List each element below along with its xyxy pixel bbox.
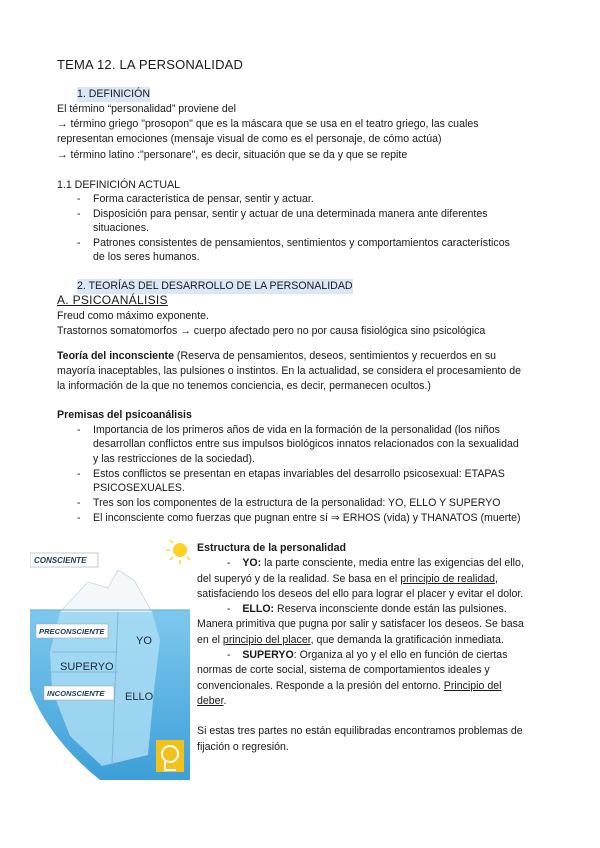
- bullet-text: Estos conflictos se presentan en etapas invariables del desarrollo psicosexual: ETAPAS: [93, 468, 505, 480]
- inline-text: .: [223, 694, 227, 707]
- paragraph-line: → término latino :"personare", es decir, situación que se da y que se repite: [57, 149, 408, 161]
- structure-yo: [197, 556, 547, 571]
- bullet-text: Disposición para pensar, sentir y actuar de una determinada manera ante diferentes: [93, 208, 488, 220]
- inline-text: (Reserva de pensamientos, deseos, sentimientos y recuerdos en su: [173, 350, 497, 362]
- section-heading-definicion: 1. DEFINICIÓN: [77, 88, 150, 100]
- label-consciente: CONSCIENTE: [34, 556, 87, 565]
- structure-line: [197, 572, 547, 587]
- paragraph-line: El término “personalidad” proviene del: [57, 103, 237, 115]
- structure-ello: [197, 602, 547, 617]
- structure-line: satisfaciendo los deseos del ello para lograr el placer y evitar el dolor.: [197, 587, 524, 600]
- sun-icon: [173, 543, 187, 557]
- inline-text: del superyó y de la realidad. Se basa en el: [197, 572, 401, 585]
- structure-line: [197, 679, 547, 694]
- structure-line: Manera primitiva que pugna por salir y satisfacer los deseos. Se basa: [197, 618, 524, 631]
- bullet-text: Importancia de los primeros años de vida en la formación de la personalidad (los niños: [93, 424, 500, 436]
- bullet-text: PSICOSEXUALES.: [93, 482, 185, 494]
- bullet-dash: -: [227, 649, 231, 662]
- inline-text: , que demanda la gratificación inmediata.: [310, 633, 504, 646]
- page-title: TEMA 12. LA PERSONALIDAD: [57, 57, 244, 72]
- inline-text: en el: [197, 633, 223, 646]
- bullet-text: de los seres humanos.: [93, 251, 200, 263]
- section-heading-teorias: 2. TEORÍAS DEL DESARROLLO DE LA PERSONALIDAD: [77, 280, 353, 292]
- inline-text: convencionales. Responde a la presión del entorno.: [197, 679, 444, 692]
- bullet-text: y las restricciones de la sociedad).: [93, 453, 255, 465]
- structure-line: [197, 633, 547, 648]
- label-superyo: SUPERYO: [60, 661, 114, 673]
- inline-text: la parte consciente, media entre las exigencias del ello,: [261, 557, 524, 570]
- bullet-dash: -: [77, 424, 81, 436]
- inline-text: : Organiza al yo y el ello en función de ciertas: [293, 649, 508, 662]
- paragraph-line: la información de la que no tenemos conciencia, es decir, permanecen ocultos.): [57, 380, 431, 392]
- head-icon-background: [156, 740, 184, 772]
- label-inconsciente: INCONSCIENTE: [47, 689, 105, 698]
- paragraph-line: Trastornos somatomorfos → cuerpo afectado pero no por causa fisiológica sino psicológica: [57, 325, 486, 337]
- conclusion-line: fijación o regresión.: [197, 740, 289, 753]
- structure-section: [197, 541, 547, 755]
- link-principio-deber: deber: [197, 694, 224, 707]
- structure-superyo: [197, 648, 547, 663]
- term-teoria-inconsciente: Teoría del inconsciente: [57, 350, 174, 362]
- bullet-dash: -: [77, 468, 81, 480]
- label-yo: YO: [136, 635, 152, 647]
- structure-line: [197, 694, 547, 709]
- link-principio-realidad: principio de realidad: [400, 572, 496, 585]
- premisas-heading: Premisas del psicoanálisis: [57, 409, 192, 421]
- conclusion-line: Si estas tres partes no están equilibradas encontramos problemas de: [197, 725, 523, 738]
- bullet-dash: -: [77, 208, 81, 220]
- iceberg-diagram: [30, 540, 190, 780]
- structure-heading: Estructura de la personalidad: [197, 542, 346, 554]
- subsection-heading-definicion-actual: 1.1 DEFINICIÓN ACTUAL: [57, 179, 181, 191]
- bullet-text: El inconsciente como fuerzas que pugnan entre sí ⇒ ERHOS (vida) y THANATOS (muerte): [93, 512, 521, 524]
- paragraph-line: mayoría inaceptables, las pulsiones o instintos. En la actualidad, se considera el procesamiento de: [57, 365, 522, 377]
- term-superyo: SUPERYO: [242, 649, 294, 662]
- paragraph-line: Freud como máximo exponente.: [57, 310, 209, 322]
- link-principio-deber: Principio del: [443, 679, 502, 692]
- paragraph-line: [57, 349, 496, 364]
- bullet-text: Patrones consistentes de pensamientos, sentimientos y comportamientos característicos: [93, 237, 510, 249]
- bullet-dash: -: [77, 237, 81, 249]
- label-preconsciente: PRECONSCIENTE: [39, 627, 105, 636]
- bullet-dash: -: [77, 497, 81, 509]
- paragraph-line: representan emociones (mensaje visual de como es el personaje, de cómo actúa): [57, 133, 442, 145]
- bullet-dash: -: [227, 603, 231, 616]
- inline-text: Reserva inconsciente donde están las pulsiones.: [274, 603, 507, 616]
- bullet-text: situaciones.: [93, 222, 149, 234]
- spacer: [197, 709, 547, 724]
- term-ello: ELLO:: [242, 603, 275, 616]
- structure-line: normas de corte social, sistema de comportamientos ideales y: [197, 664, 490, 677]
- paragraph-line: → término griego "prosopon" que es la máscara que se usa en el teatro griego, las cuales: [57, 118, 479, 130]
- bullet-dash: -: [77, 512, 81, 524]
- bullet-text: Forma característica de pensar, sentir y actuar.: [93, 193, 314, 205]
- link-principio-placer: principio del placer: [222, 633, 311, 646]
- term-yo: YO:: [242, 557, 262, 570]
- inline-text: ,: [495, 572, 498, 585]
- bullet-text: desarrollan conflictos entre sus impulsos biológicos innatos relacionados con la sexualidad: [93, 438, 519, 450]
- bullet-dash: -: [77, 193, 81, 205]
- bullet-dash: -: [227, 557, 231, 570]
- subsection-heading-psicoanalisis: A. PSICOANÁLISIS: [57, 293, 168, 307]
- bullet-text: Tres son los componentes de la estructura de la personalidad: YO, ELLO Y SUPERYO: [93, 497, 501, 509]
- label-ello: ELLO: [125, 691, 154, 703]
